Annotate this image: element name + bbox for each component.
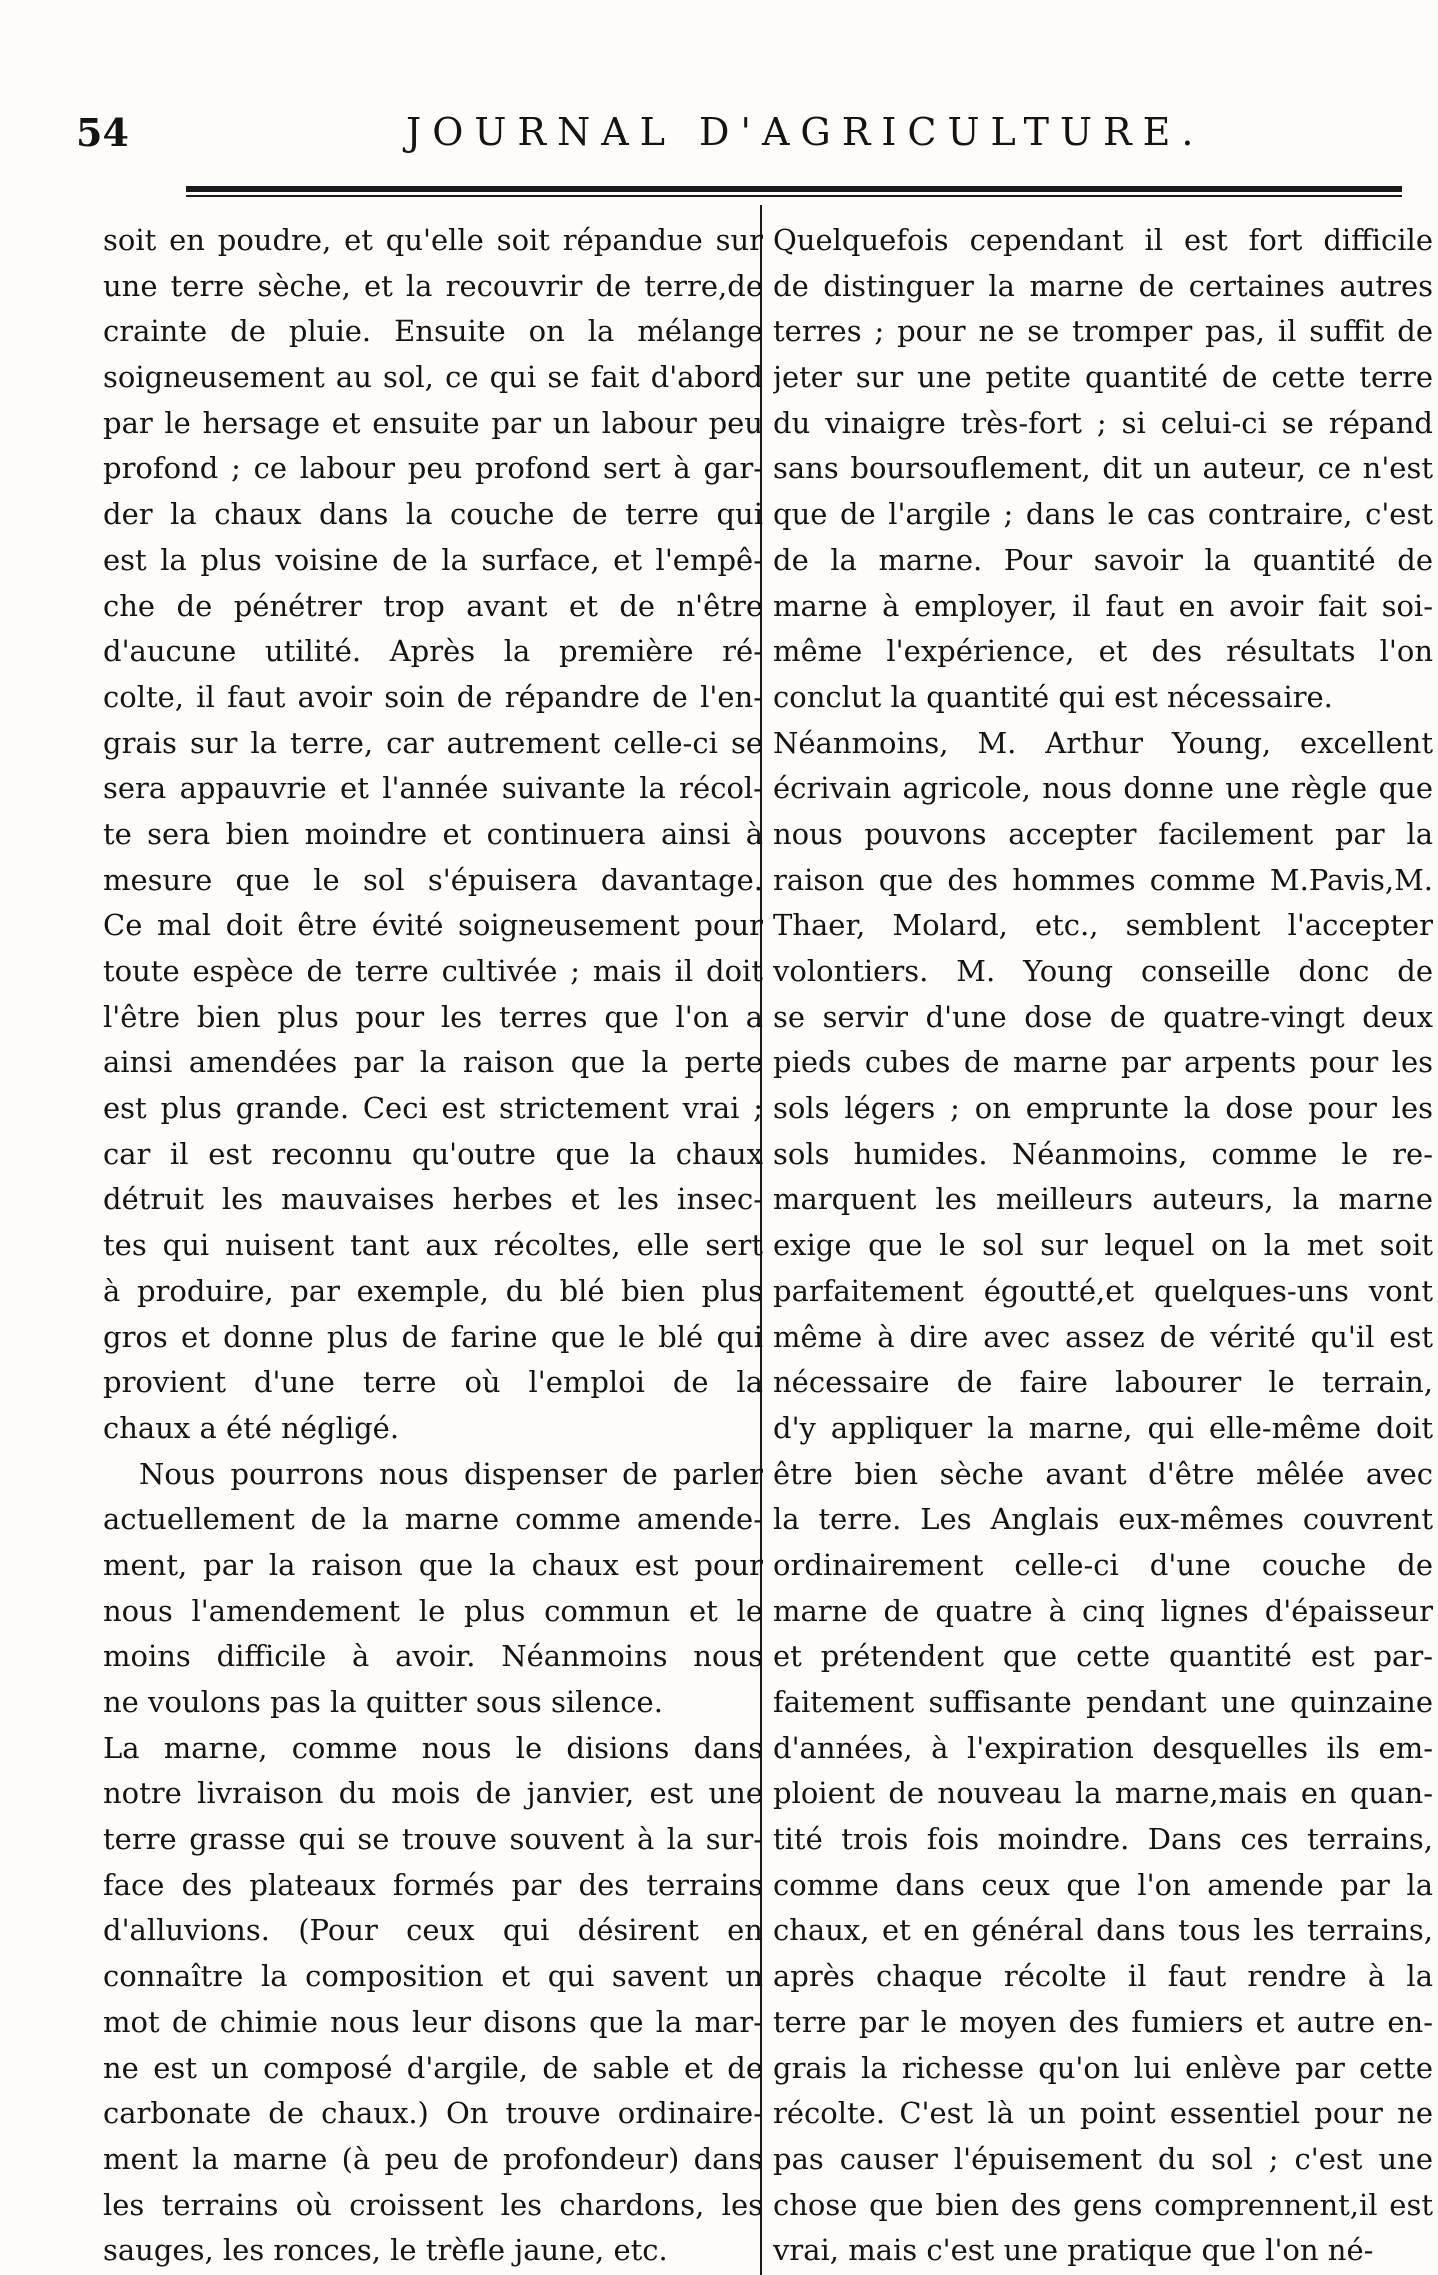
- text-line: d'années, à l'expiration desquelles ils em-: [773, 1730, 1433, 1765]
- text-line: provient d'une terre où l'emploi de la: [103, 1365, 763, 1400]
- text-line: pas causer l'épuisement du sol ; c'est une: [773, 2141, 1433, 2176]
- text-line: der la chaux dans la couche de terre qui: [103, 497, 763, 532]
- text-line: terre par le moyen des fumiers et autre en-: [773, 2004, 1433, 2039]
- right-text-column: [773, 218, 1433, 2274]
- text-line: grais sur la terre, car autrement celle-ci se: [103, 725, 763, 760]
- page-number: 54: [76, 110, 129, 155]
- text-line: d'aucune utilité. Après la première ré-: [103, 634, 763, 669]
- text-line: che de pénétrer trop avant et de n'être: [103, 588, 763, 623]
- text-line: conclut la quantité qui est nécessaire.: [773, 679, 1333, 714]
- text-line: comme dans ceux que l'on amende par la: [773, 1867, 1433, 1902]
- text-line: connaître la composition et qui savent un: [103, 1959, 763, 1994]
- header-rule-thick: [186, 186, 1402, 192]
- text-line: ment la marne (à peu de profondeur) dans: [103, 2141, 763, 2176]
- text-line: est plus grande. Ceci est strictement vrai ;: [103, 1091, 763, 1126]
- text-line: et prétendent que cette quantité est par-: [773, 1639, 1433, 1674]
- text-line: mesure que le sol s'épuisera davantage.: [103, 862, 763, 897]
- header-rule-thin: [186, 195, 1402, 197]
- text-line: marne à employer, il faut en avoir fait soi-: [773, 588, 1433, 623]
- text-line: à produire, par exemple, du blé bien plus: [103, 1273, 763, 1308]
- text-line: Quelquefois cependant il est fort difficile: [773, 223, 1433, 257]
- text-line: soigneusement au sol, ce qui se fait d'abord: [103, 360, 763, 395]
- text-line: ploient de nouveau la marne,mais en quan-: [773, 1776, 1433, 1811]
- text-line: raison que des hommes comme M.Pavis,M.: [773, 862, 1433, 897]
- text-line: la terre. Les Anglais eux-mêmes couvrent: [773, 1502, 1433, 1537]
- text-line: ordinairement celle-ci d'une couche de: [773, 1547, 1433, 1582]
- text-line: se servir d'une dose de quatre-vingt deux: [773, 999, 1433, 1034]
- text-line: l'être bien plus pour les terres que l'on a: [103, 999, 763, 1034]
- text-line: récolte. C'est là un point essentiel pour ne: [773, 2096, 1433, 2131]
- text-line: carbonate de chaux.) On trouve ordinaire-: [103, 2096, 763, 2131]
- text-line: ne voulons pas la quitter sous silence.: [103, 1685, 663, 1719]
- text-line: Thaer, Molard, etc., semblent l'accepter: [773, 908, 1433, 943]
- text-line: ment, par la raison que la chaux est pour: [103, 1547, 763, 1582]
- text-line: gros et donne plus de farine que le blé qui: [103, 1319, 763, 1354]
- text-line: terre grasse qui se trouve souvent à la sur-: [103, 1822, 763, 1857]
- text-line: écrivain agricole, nous donne une règle que: [773, 771, 1433, 806]
- text-line: car il est reconnu qu'outre que la chaux: [103, 1136, 763, 1171]
- text-line: moins difficile à avoir. Néanmoins nous: [103, 1639, 763, 1674]
- text-line: d'y appliquer la marne, qui elle-même doit: [773, 1410, 1433, 1445]
- text-line: profond ; ce labour peu profond sert à gar-: [103, 451, 763, 486]
- text-line: sols légers ; on emprunte la dose pour les: [773, 1091, 1433, 1126]
- text-line: terres ; pour ne se tromper pas, il suffit de: [773, 314, 1433, 349]
- text-line: chaux a été négligé.: [103, 1410, 400, 1445]
- text-line: tité trois fois moindre. Dans ces terrains,: [773, 1822, 1433, 1857]
- text-line: ne est un composé d'argile, de sable et de: [103, 2050, 763, 2085]
- text-line: pieds cubes de marne par arpents pour les: [773, 1045, 1433, 1080]
- text-line: soit en poudre, et qu'elle soit répandue sur: [103, 223, 763, 257]
- text-line: de la marne. Pour savoir la quantité de: [773, 542, 1433, 577]
- text-line: notre livraison du mois de janvier, est une: [103, 1776, 763, 1811]
- text-line: même à dire avec assez de vérité qu'il est: [773, 1319, 1433, 1354]
- text-line: même l'expérience, et des résultats l'on: [773, 634, 1433, 669]
- text-line: grais la richesse qu'on lui enlève par cette: [773, 2050, 1433, 2085]
- text-line: face des plateaux formés par des terrains: [103, 1867, 763, 1902]
- text-line: par le hersage et ensuite par un labour peu: [103, 405, 763, 440]
- text-line: ainsi amendées par la raison que la perte: [103, 1045, 763, 1080]
- text-line: détruit les mauvaises herbes et les insec-: [103, 1182, 763, 1217]
- text-line: sans boursouflement, dit un auteur, ce n'est: [773, 451, 1433, 486]
- text-line: faitement suffisante pendant une quinzaine: [773, 1685, 1433, 1719]
- text-line: jeter sur une petite quantité de cette terre: [773, 360, 1433, 395]
- page-header: [76, 110, 1396, 170]
- text-line: nécessaire de faire labourer le terrain,: [773, 1365, 1433, 1400]
- text-line: volontiers. M. Young conseille donc de: [773, 954, 1433, 988]
- text-line: les terrains où croissent les chardons, les: [103, 2187, 763, 2222]
- text-line: Nous pourrons nous dispenser de parler: [139, 1456, 763, 1491]
- text-line: nous l'amendement le plus commun et le: [103, 1593, 763, 1628]
- left-text-column: [103, 218, 763, 2274]
- text-line: sols humides. Néanmoins, comme le re-: [773, 1136, 1433, 1171]
- text-line: d'alluvions. (Pour ceux qui désirent en: [103, 1913, 763, 1948]
- text-line: marne de quatre à cinq lignes d'épaisseur: [773, 1593, 1433, 1628]
- running-title: JOURNAL D'AGRICULTURE.: [406, 110, 1205, 154]
- text-line: te sera bien moindre et continuera ainsi à: [103, 816, 763, 851]
- text-line: est la plus voisine de la surface, et l'empê-: [103, 542, 763, 577]
- text-line: parfaitement égoutté,et quelques-uns vont: [773, 1273, 1433, 1308]
- text-line: nous pouvons accepter facilement par la: [773, 816, 1433, 851]
- text-line: après chaque récolte il faut rendre à la: [773, 1959, 1433, 1994]
- text-line: mot de chimie nous leur disons que la mar-: [103, 2004, 763, 2039]
- text-line: actuellement de la marne comme amende-: [103, 1502, 763, 1537]
- text-line: une terre sèche, et la recouvrir de terre,de: [103, 268, 763, 303]
- text-line: sera appauvrie et l'année suivante la récol-: [103, 771, 763, 806]
- text-line: sauges, les ronces, le trèfle jaune, etc.: [103, 2233, 668, 2268]
- text-line: Ce mal doit être évité soigneusement pour: [103, 908, 763, 943]
- text-line: tes qui nuisent tant aux récoltes, elle sert: [103, 1228, 763, 1263]
- text-line: chaux, et en général dans tous les terrains,: [773, 1913, 1433, 1948]
- text-line: Néanmoins, M. Arthur Young, excellent: [773, 725, 1433, 760]
- text-line: La marne, comme nous le disions dans: [103, 1730, 763, 1765]
- text-line: chose que bien des gens comprennent,il est: [773, 2187, 1433, 2222]
- text-line: marquent les meilleurs auteurs, la marne: [773, 1182, 1433, 1217]
- text-line: que de l'argile ; dans le cas contraire, c'est: [773, 497, 1433, 532]
- text-line: vrai, mais c'est une pratique que l'on né-: [773, 2233, 1374, 2268]
- text-line: toute espèce de terre cultivée ; mais il doit: [103, 954, 763, 988]
- text-line: exige que le sol sur lequel on la met soit: [773, 1228, 1433, 1263]
- text-line: de distinguer la marne de certaines autres: [773, 268, 1433, 303]
- text-line: du vinaigre très-fort ; si celui-ci se répand: [773, 405, 1433, 440]
- text-line: crainte de pluie. Ensuite on la mélange: [103, 314, 763, 349]
- text-line: colte, il faut avoir soin de répandre de l'en-: [103, 679, 763, 714]
- text-line: être bien sèche avant d'être mêlée avec: [773, 1456, 1433, 1491]
